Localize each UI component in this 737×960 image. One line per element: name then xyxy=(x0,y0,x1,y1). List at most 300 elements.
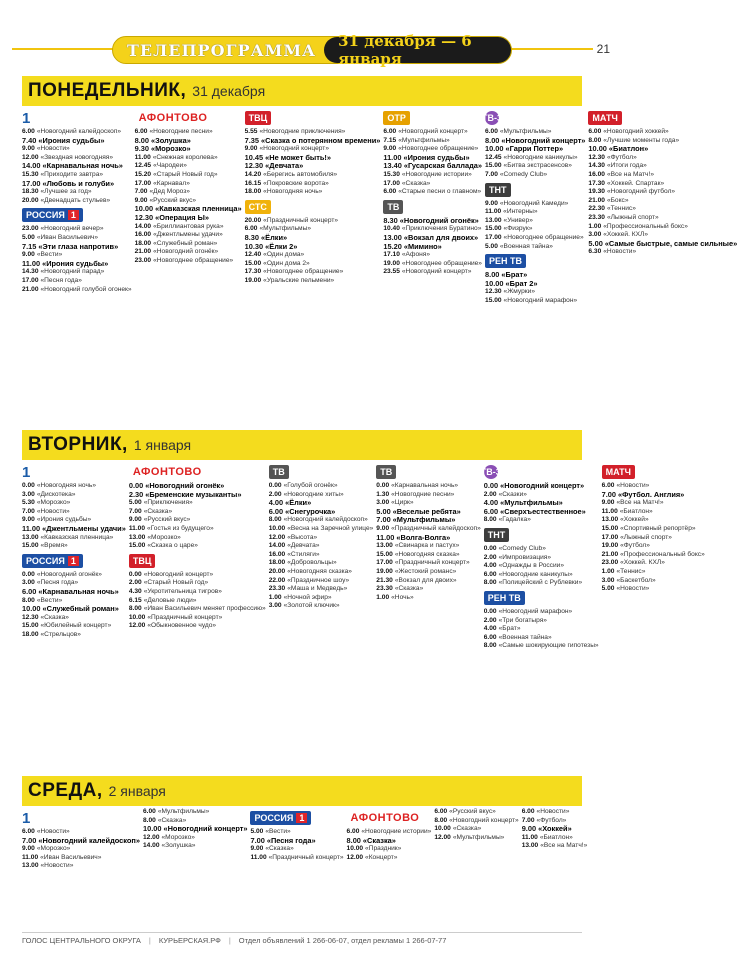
program-title: «Песня года» xyxy=(40,276,82,284)
program-title: «Праздничный калейдоскоп» xyxy=(391,524,481,532)
program-title: «Деловые люди» xyxy=(143,596,197,604)
program-title: «Гостья из будущего» xyxy=(146,524,214,532)
program-time: 21.30 xyxy=(376,576,393,584)
program-title: «Вокзал для двоих» xyxy=(403,232,479,242)
program-entry xyxy=(22,197,132,206)
listing-column xyxy=(250,808,343,928)
program-entry xyxy=(383,128,482,137)
program-entry xyxy=(602,577,705,586)
program-time: 4.00 xyxy=(483,562,497,570)
program-time: 0.00 xyxy=(128,570,142,578)
program-entry xyxy=(588,223,737,232)
program-entry xyxy=(588,248,737,257)
program-time: 6.00 xyxy=(134,128,148,135)
program-title: «Вести» xyxy=(36,251,63,259)
program-entry xyxy=(22,482,126,491)
program-entry xyxy=(485,243,585,252)
program-time: 14.00 xyxy=(134,222,152,230)
program-title: «Высота» xyxy=(287,533,318,541)
page-footer xyxy=(22,932,582,947)
page-title: ТЕЛЕПРОГРАММА xyxy=(127,40,317,60)
channel-logo: ТВ xyxy=(383,200,403,214)
program-time: 5.00 xyxy=(22,233,35,241)
program-time: 17.00 xyxy=(601,533,619,541)
program-time: 23.55 xyxy=(383,268,400,276)
channel-logo: СТС xyxy=(245,200,271,214)
program-time: 17.30 xyxy=(588,179,605,187)
program-time: 15.00 xyxy=(376,550,393,558)
program-entry xyxy=(484,642,599,651)
program-title: «Новогодние каникулы» xyxy=(498,570,573,578)
program-title: «Новогоднее обращение» xyxy=(398,145,479,153)
program-time: 7.40 xyxy=(22,135,37,145)
program-entry xyxy=(485,208,585,217)
program-entry xyxy=(588,145,737,154)
program-title: «Концерт» xyxy=(365,853,398,861)
program-title: «Биатлон» xyxy=(539,833,573,841)
program-title: «Морозко» xyxy=(36,499,71,507)
program-title: «Джентльмены удачи» xyxy=(42,523,126,533)
program-time: 9.00 xyxy=(376,524,390,532)
program-title: «Песня года» xyxy=(266,835,316,845)
program-time: 22.30 xyxy=(588,205,605,213)
program-title: «Один дома» xyxy=(263,251,305,259)
program-time: 5.00 xyxy=(485,242,498,250)
program-time: 7.35 xyxy=(244,135,260,145)
program-title: «Брат» xyxy=(498,625,521,633)
program-time: 7.00 xyxy=(521,816,535,824)
program-entry xyxy=(269,534,374,543)
program-title: «Карнавал» xyxy=(153,179,190,187)
program-time: 18.00 xyxy=(244,188,262,196)
channel-logo: РОССИЯ 1 xyxy=(22,208,83,222)
program-time: 6.00 xyxy=(22,586,37,596)
program-title: «Сказка» xyxy=(40,613,69,621)
program-time: 2.00 xyxy=(483,553,497,561)
program-time: 15.00 xyxy=(128,542,146,550)
program-title: «Бременские музыканты» xyxy=(145,489,242,499)
program-entry xyxy=(434,834,518,843)
day-name: ВТОРНИК, xyxy=(28,434,128,455)
program-time: 8.00 xyxy=(346,835,361,845)
program-title: «Однажды в России» xyxy=(498,562,564,570)
listing-column xyxy=(347,808,432,928)
program-entry xyxy=(22,491,126,500)
footer-site[interactable]: КУРЬЕРСКАЯ.РФ xyxy=(158,935,221,945)
program-time: 11.00 xyxy=(22,853,39,861)
channel-logo: АФОНТОВО xyxy=(138,112,208,124)
program-entry xyxy=(269,559,374,568)
program-time: 1.00 xyxy=(376,593,390,601)
program-entry xyxy=(269,568,374,577)
program-time: 12.00 xyxy=(268,533,286,541)
program-title: «Новогодний калейдоскоп» xyxy=(283,516,368,524)
program-title: «Хоккей. КХЛ» xyxy=(620,559,665,567)
program-entry xyxy=(250,854,343,863)
program-title: «Гадалка» xyxy=(498,516,531,524)
program-title: «Мультфильмы» xyxy=(452,833,505,841)
program-time: 1.00 xyxy=(588,222,602,230)
program-entry xyxy=(269,542,374,551)
program-time: 9.00 xyxy=(22,516,35,524)
program-time: 23.00 xyxy=(134,256,152,264)
program-title: «Спортивный репортёр» xyxy=(620,524,696,532)
program-time: 16.00 xyxy=(268,550,286,558)
program-title: «Старые песни о главном» xyxy=(398,188,482,196)
program-entry xyxy=(376,577,480,586)
program-entry xyxy=(376,491,480,500)
program-title: «Стиляги» xyxy=(287,550,320,558)
program-entry xyxy=(602,568,705,577)
program-title: «Приходите завтра» xyxy=(40,170,104,178)
program-title: «Сказка» xyxy=(401,179,431,187)
program-entry xyxy=(135,223,242,232)
program-title: «Хоккей» xyxy=(538,824,572,834)
program-title: «Новогодний концерт» xyxy=(398,128,468,135)
program-time: 7.00 xyxy=(250,835,265,845)
program-entry xyxy=(129,491,266,500)
program-title: «Девчата» xyxy=(265,161,304,171)
program-entry xyxy=(434,808,518,817)
date-range: 31 декабря — 6 января xyxy=(324,37,511,63)
program-title: «Новогодние песни» xyxy=(149,128,213,135)
program-entry xyxy=(347,854,432,863)
program-title: «Профессиональный бокс» xyxy=(620,550,705,558)
program-entry xyxy=(22,837,140,846)
day-date: 31 декабря xyxy=(192,83,266,99)
program-time: 2.30 xyxy=(128,489,144,499)
program-title: «Снежная королева» xyxy=(152,153,218,161)
listing-column xyxy=(135,108,242,424)
program-title: «Новости» xyxy=(36,145,70,153)
program-title: «Хоккей. КХЛ» xyxy=(603,231,649,239)
program-entry xyxy=(129,499,266,508)
program-entry xyxy=(250,845,343,854)
program-time: 21.00 xyxy=(601,550,619,558)
program-title: «Ирония судьбы» xyxy=(38,135,105,145)
program-title: «Гарри Поттер» xyxy=(505,144,564,154)
program-time: 16.00 xyxy=(134,231,152,239)
program-time: 7.00 xyxy=(376,515,391,525)
program-entry xyxy=(143,834,248,843)
program-title: «Хоккей» xyxy=(620,516,649,524)
program-title: «Жмурки» xyxy=(503,288,536,296)
day-date: 1 января xyxy=(133,437,192,453)
program-title: «Новогодний огонёк» xyxy=(399,215,479,225)
program-title: «Старый Новый год» xyxy=(153,170,218,178)
program-title: «Новости» xyxy=(36,507,70,515)
program-title: «Ирония судьбы» xyxy=(403,152,470,162)
program-time: 8.00 xyxy=(588,136,602,144)
program-time: 23.00 xyxy=(22,225,39,233)
program-time: 8.00 xyxy=(22,596,35,604)
program-entry xyxy=(588,188,737,197)
program-time: 11.00 xyxy=(383,152,402,162)
program-time: 12.30 xyxy=(588,153,605,161)
program-entry xyxy=(602,534,705,543)
program-entry xyxy=(135,188,242,197)
program-title: «Новогодний парад» xyxy=(40,268,105,276)
program-time: 3.00 xyxy=(588,231,602,239)
program-title: «Ирония судьбы» xyxy=(42,258,109,268)
program-title: «Золотой ключик» xyxy=(283,602,340,610)
program-title: «Новогодние каникулы» xyxy=(503,153,578,161)
channel-logo: ТВ-3 xyxy=(482,113,503,123)
program-title: «Новости» xyxy=(36,828,70,835)
program-time: 10.00 xyxy=(485,144,504,154)
program-time: 2.00 xyxy=(268,490,282,498)
program-time: 15.00 xyxy=(22,542,39,550)
program-time: 15.00 xyxy=(22,622,39,630)
program-entry xyxy=(588,162,737,171)
program-title: «Девчата» xyxy=(287,542,320,550)
program-time: 10.00 xyxy=(346,845,364,853)
program-title: «Профессиональный бокс» xyxy=(603,222,688,230)
program-time: 2.00 xyxy=(128,579,142,587)
program-title: «Кавказская пленница» xyxy=(40,533,114,541)
program-time: 10.00 xyxy=(485,278,504,288)
program-time: 10.00 xyxy=(142,824,162,834)
listing-column xyxy=(22,808,140,928)
program-title: «Итоги года» xyxy=(606,162,647,170)
program-title: «Новогоднее обращение» xyxy=(401,259,482,267)
program-entry xyxy=(588,197,737,206)
program-title: «Сказки» xyxy=(498,490,527,498)
program-title: «Новогодняя ночь» xyxy=(263,188,323,196)
day-date: 2 января xyxy=(108,783,166,799)
program-entry xyxy=(434,817,518,826)
program-time: 21.00 xyxy=(22,285,39,293)
program-title: «Новогодний концерт» xyxy=(449,816,519,824)
program-title: «Морозко» xyxy=(147,533,181,541)
program-title: «Новогодний голубой огонек» xyxy=(40,285,132,293)
program-entry xyxy=(269,585,374,594)
program-title: «Новогоднее обращение» xyxy=(263,268,344,276)
program-time: 14.30 xyxy=(588,162,605,170)
program-entry xyxy=(135,257,242,266)
program-title: «Уральские пельмени» xyxy=(263,276,335,284)
program-time: 0.00 xyxy=(483,481,499,490)
program-title: «Дискотека» xyxy=(36,490,76,498)
program-title: «Морозко» xyxy=(150,144,191,154)
program-entry xyxy=(22,499,126,508)
program-title: «Приключения Буратино» xyxy=(401,225,482,233)
program-title: «Брат» xyxy=(501,270,528,280)
program-entry xyxy=(269,577,374,586)
program-entry xyxy=(245,268,381,277)
program-time: 7.00 xyxy=(601,489,616,499)
program-title: «Песня года» xyxy=(36,579,79,587)
program-entry xyxy=(22,286,132,295)
program-time: 6.30 xyxy=(588,248,602,256)
program-time: 20.00 xyxy=(22,196,39,204)
program-time: 7.00 xyxy=(485,170,498,178)
program-title: «Новогодний хоккей» xyxy=(603,128,669,135)
program-entry xyxy=(376,559,480,568)
listing-column xyxy=(245,108,381,424)
program-time: 20.00 xyxy=(244,216,262,224)
program-entry xyxy=(383,137,482,146)
listing-column xyxy=(482,108,586,424)
program-time: 8.00 xyxy=(134,135,149,145)
program-entry xyxy=(588,180,737,189)
program-title: «Обыкновенное чудо» xyxy=(147,622,217,630)
program-time: 23.30 xyxy=(588,213,605,221)
program-entry xyxy=(376,568,480,577)
program-title: «Ёлки 2» xyxy=(265,241,298,251)
program-entry xyxy=(522,834,588,843)
program-title: «Берегись автомобиля» xyxy=(263,170,338,178)
program-time: 17.00 xyxy=(22,276,39,284)
program-title: «Русский вкус» xyxy=(149,196,197,204)
program-time: 13.00 xyxy=(128,533,146,541)
program-time: 15.00 xyxy=(601,524,619,532)
program-title: «Маша и Медведь» xyxy=(287,585,348,593)
program-time: 6.15 xyxy=(128,596,142,604)
program-title: «Сказка о потерянном времени» xyxy=(261,135,381,145)
program-title: «Новогодний концерт» xyxy=(143,570,214,578)
program-time: 6.00 xyxy=(485,128,498,135)
program-entry xyxy=(22,534,126,543)
program-title: «Биатлон» xyxy=(619,507,653,515)
program-time: 0.00 xyxy=(128,481,144,490)
program-title: «Веселые ребята» xyxy=(392,506,461,516)
program-time: 11.00 xyxy=(376,532,395,542)
channel-logo: ТНТ xyxy=(485,183,511,197)
program-entry xyxy=(484,625,599,634)
program-title: «Жестокий романс» xyxy=(394,567,457,575)
program-time: 4.00 xyxy=(268,498,284,508)
channel-logo: МАТЧ xyxy=(602,465,635,479)
program-title: «Comedy Club» xyxy=(499,170,548,178)
program-time: 15.30 xyxy=(22,170,39,178)
channel-logo: ОТР xyxy=(383,111,410,125)
program-title: «Лыжный спорт» xyxy=(606,213,659,221)
program-entry xyxy=(588,171,737,180)
program-title: «Баскетбол» xyxy=(616,576,656,584)
program-entry xyxy=(383,217,482,226)
program-entry xyxy=(484,634,599,643)
program-time: 11.00 xyxy=(22,523,41,533)
program-entry xyxy=(588,154,737,163)
program-entry xyxy=(347,845,432,854)
program-title: «Праздничный концерт» xyxy=(147,613,223,621)
program-title: «Праздничное шоу» xyxy=(287,576,350,584)
program-time: 12.30 xyxy=(22,613,39,621)
program-time: 10.45 xyxy=(244,152,264,162)
program-entry xyxy=(588,205,737,214)
program-title: «Ёлки» xyxy=(261,232,288,242)
program-entry xyxy=(485,200,585,209)
program-time: 0.00 xyxy=(268,482,282,489)
program-title: «Новогодняя сказка» xyxy=(394,550,460,558)
program-time: 19.00 xyxy=(383,259,400,267)
program-time: 4.00 xyxy=(483,498,499,508)
program-time: 9.30 xyxy=(134,144,149,154)
program-entry xyxy=(269,525,374,534)
program-time: 17.30 xyxy=(244,268,262,276)
program-title: «Новогодний концерт» xyxy=(259,145,329,153)
program-time: 17.00 xyxy=(485,233,502,241)
program-entry xyxy=(269,602,374,611)
program-time: 18.30 xyxy=(22,188,39,196)
program-time: 8.00 xyxy=(483,516,497,524)
program-entry xyxy=(485,154,585,163)
program-entry xyxy=(129,605,266,614)
program-time: 14.00 xyxy=(268,542,286,550)
program-title: «Comedy Club» xyxy=(498,544,546,552)
program-time: 8.30 xyxy=(244,232,260,242)
program-entry xyxy=(376,585,480,594)
channel-logo: ТВ-3 xyxy=(480,467,501,477)
program-title: «Мультфильмы» xyxy=(499,128,552,135)
program-time: 13.00 xyxy=(376,542,393,550)
program-entry xyxy=(135,171,242,180)
program-title: «Мультфильмы» xyxy=(259,225,311,233)
program-time: 6.00 xyxy=(383,188,397,196)
program-entry xyxy=(383,180,482,189)
program-title: «Новогодний огонёк» xyxy=(153,248,219,256)
program-time: 11.00 xyxy=(485,208,502,216)
program-entry xyxy=(22,631,126,640)
program-title: «Новогодние песни» xyxy=(391,490,455,498)
program-time: 17.00 xyxy=(22,178,41,188)
program-time: 10.00 xyxy=(588,144,607,154)
program-time: 10.40 xyxy=(383,225,400,233)
program-time: 5.00 xyxy=(588,238,603,248)
program-title: «Новости» xyxy=(603,248,637,256)
program-title: «Теннис» xyxy=(616,567,646,575)
program-time: 17.00 xyxy=(383,179,400,187)
program-time: 8.00 xyxy=(483,579,497,587)
program-entry xyxy=(269,482,374,491)
listing-column xyxy=(383,108,482,424)
program-time: 6.00 xyxy=(244,225,258,233)
program-title: «Праздничный концерт» xyxy=(263,216,339,224)
program-entry xyxy=(135,231,242,240)
program-time: 6.00 xyxy=(22,828,35,835)
channel-logo: АФОНТОВО xyxy=(350,812,420,824)
program-title: «Интерны» xyxy=(503,208,538,216)
program-time: 12.45 xyxy=(485,153,502,161)
program-title: «Сказка» xyxy=(452,825,482,833)
program-title: «Афоня» xyxy=(401,251,431,259)
program-time: 6.00 xyxy=(268,506,284,516)
program-time: 8.00 xyxy=(485,135,500,145)
program-title: «Операция Ы» xyxy=(155,212,209,222)
program-entry xyxy=(245,243,381,252)
program-entry xyxy=(602,491,705,500)
program-time: 10.30 xyxy=(244,241,264,251)
program-title: «Мультфильмы» xyxy=(392,515,456,525)
program-title: «Праздничный концерт» xyxy=(394,559,470,567)
program-title: «Мимино» xyxy=(403,241,442,251)
program-time: 12.00 xyxy=(434,833,451,841)
program-title: «Новости» xyxy=(616,585,650,593)
program-time: 9.00 xyxy=(22,845,35,853)
program-time: 16.00 xyxy=(588,170,605,178)
program-title: «Чародеи» xyxy=(153,162,187,170)
program-title: «Новогодний концерт» xyxy=(163,824,248,834)
program-title: «Мультфильмы» xyxy=(398,136,450,144)
program-time: 6.00 xyxy=(22,128,35,135)
program-time: 5.00 xyxy=(250,828,264,835)
program-time: 19.30 xyxy=(588,188,605,196)
program-title: «Новогодний Камеди» xyxy=(499,199,569,207)
program-time: 15.00 xyxy=(485,162,502,170)
program-time: 16.15 xyxy=(244,179,262,187)
program-time: 9.00 xyxy=(128,516,142,524)
